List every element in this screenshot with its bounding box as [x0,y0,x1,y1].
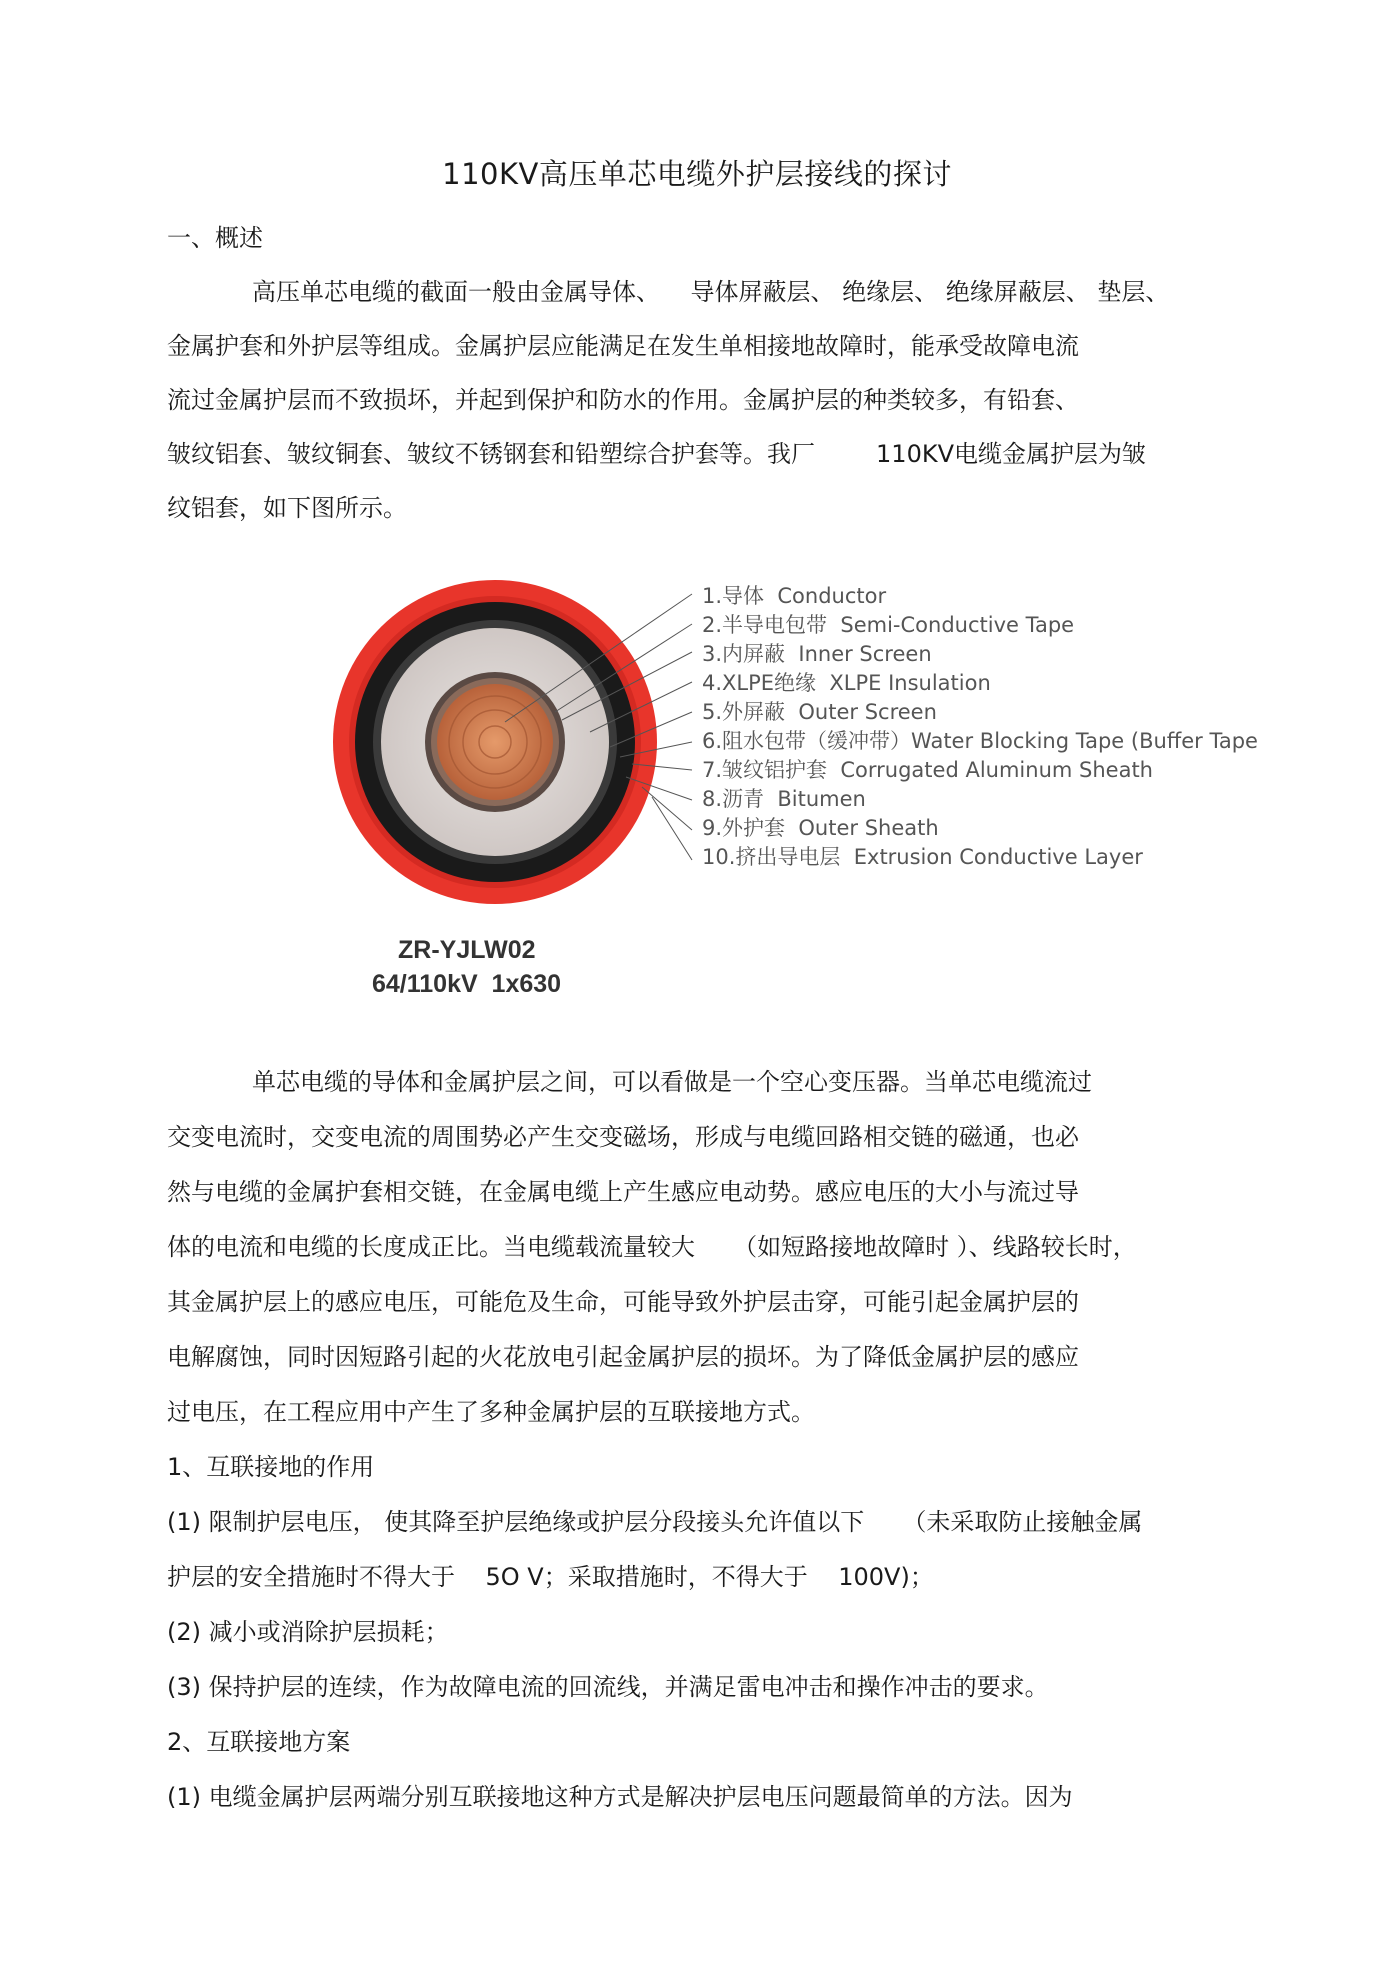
paragraph-line: (1) 限制护层电压， 使其降至护层绝缘或护层分段接头允许值以下 （未采取防止接触金属 [167,1508,1143,1536]
section-heading: 一、概述 [167,224,263,252]
cable-rings [333,580,657,904]
cable-cross-section-figure [330,572,1310,1022]
paragraph-line: 金属护套和外护层等组成。金属护层应能满足在发生单相接地故障时，能承受故障电流 [167,332,1079,360]
legend-label: 10.挤出导电层 Extrusion Conductive Layer [702,845,1143,869]
paragraph-line: 然与电缆的金属护套相交链，在金属电缆上产生感应电动势。感应电压的大小与流过导 [167,1178,1079,1206]
paragraph-line: 其金属护层上的感应电压，可能危及生命，可能导致外护层击穿，可能引起金属护层的 [167,1288,1079,1316]
cable-model-code: ZR-YJLW02 [398,936,536,964]
cable-model-rating: 64/110kV 1x630 [372,970,562,998]
legend-label: 9.外护套 Outer Sheath [702,816,939,840]
legend-label: 8.沥青 Bitumen [702,787,866,811]
paragraph-line: 电解腐蚀，同时因短路引起的火花放电引起金属护层的损坏。为了降低金属护层的感应 [167,1343,1079,1371]
paragraph-line: 护层的安全措施时不得大于 5O V；采取措施时，不得大于 100V)； [167,1563,934,1591]
legend-label: 1.导体 Conductor [702,584,887,608]
paragraph-line: 流过金属护层而不致损坏，并起到保护和防水的作用。金属护层的种类较多，有铅套、 [167,386,1079,414]
paragraph-line: 过电压，在工程应用中产生了多种金属护层的互联接地方式。 [167,1398,815,1426]
paragraph-line: 体的电流和电缆的长度成正比。当电缆载流量较大 （如短路接地故障时 ）、线路较长时， [167,1233,1137,1261]
legend-label: 4.XLPE绝缘 XLPE Insulation [702,671,991,695]
legend-label: 5.外屏蔽 Outer Screen [702,700,937,724]
paragraph-line: (1) 电缆金属护层两端分别互联接地这种方式是解决护层电压问题最简单的方法。因为 [167,1783,1073,1811]
page-title: 110KV高压单芯电缆外护层接线的探讨 [442,157,952,191]
paragraph-line: 皱纹铝套、皱纹铜套、皱纹不锈钢套和铅塑综合护套等。我厂 110KV电缆金属护层为皱 [167,440,1146,468]
paragraph-line: (3) 保持护层的连续，作为故障电流的回流线，并满足雷电冲击和操作冲击的要求。 [167,1673,1049,1701]
subsection-heading: 1、互联接地的作用 [167,1453,375,1481]
subsection-heading: 2、互联接地方案 [167,1728,351,1756]
legend-label: 2.半导电包带 Semi-Conductive Tape [702,613,1075,637]
legend-label: 6.阻水包带（缓冲带）Water Blocking Tape (Buffer Tape [702,729,1258,753]
paragraph-line: 高压单芯电缆的截面一般由金属导体、 导体屏蔽层、 绝缘层、 绝缘屏蔽层、 垫层、 [252,278,1170,306]
paragraph-line: 交变电流时，交变电流的周围势必产生交变磁场，形成与电缆回路相交链的磁通，也必 [167,1123,1079,1151]
paragraph-line: 纹铝套，如下图所示。 [167,494,407,522]
paragraph-line: 单芯电缆的导体和金属护层之间，可以看做是一个空心变压器。当单芯电缆流过 [252,1068,1092,1096]
legend-label: 3.内屏蔽 Inner Screen [702,642,932,666]
legend-label: 7.皱纹铝护套 Corrugated Aluminum Sheath [702,758,1153,782]
paragraph-line: (2) 减小或消除护层损耗； [167,1618,449,1646]
